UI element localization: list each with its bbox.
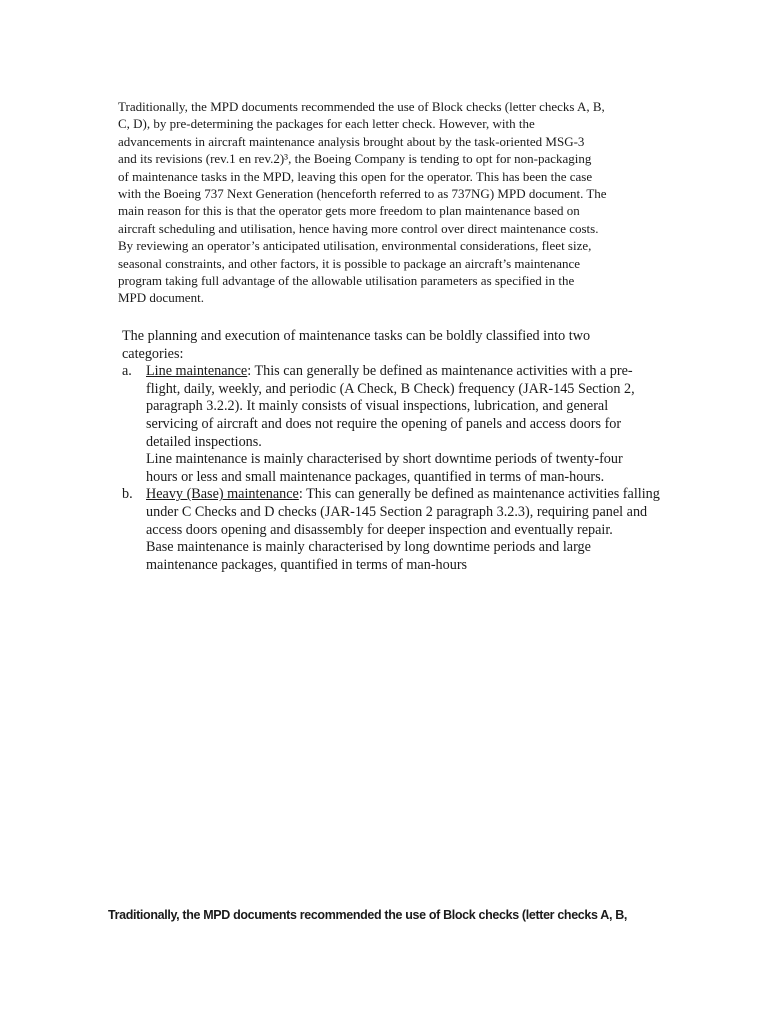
list-item-line: Line maintenance is mainly characterised by short downtime periods of twenty-four (146, 451, 623, 468)
paragraph-line: program taking full advantage of the allowable utilisation parameters as specified in the (118, 273, 575, 289)
list-item-line: paragraph 3.2.2). It mainly consists of visual inspections, lubrication, and general (146, 398, 609, 415)
paragraph-line: advancements in aircraft maintenance analysis brought about by the task-oriented MSG-3 (118, 133, 585, 149)
paragraph-line: with the Boeing 737 Next Generation (henceforth referred to as 737NG) MPD document. The (118, 186, 607, 202)
paragraph-line: and its revisions (rev.1 en rev.2)³, the Boeing Company is tending to opt for non-packaging (118, 151, 592, 167)
term-definition-start: : This can generally be defined as maintenance activities with a pre- (247, 363, 633, 380)
list-item-line: flight, daily, weekly, and periodic (A Check, B Check) frequency (JAR-145 Section 2, (146, 380, 635, 397)
term-definition-start: : This can generally be defined as maintenance activities falling (298, 486, 660, 503)
paragraph-line: By reviewing an operator’s anticipated utilisation, environmental considerations, fleet size, (118, 238, 592, 254)
list-item-heavy-maintenance (122, 486, 702, 574)
paragraph-line: aircraft scheduling and utilisation, hence having more control over direct maintenance costs. (118, 220, 599, 236)
list-item-first-line (146, 486, 702, 504)
term-line-maintenance: Line maintenance (146, 363, 248, 380)
list-item-line: under C Checks and D checks (JAR-145 Section 2 paragraph 3.2.3), requiring panel and (146, 503, 648, 520)
list-item-line: detailed inspections. (146, 433, 262, 450)
maintenance-categories-section (122, 328, 702, 574)
paragraph-line: seasonal constraints, and other factors, it is possible to package an aircraft’s maintenance (118, 255, 581, 271)
list-item-line: access doors opening and disassembly for deeper inspection and eventually repair. (146, 521, 613, 538)
list-item-line: maintenance packages, quantified in terms of man-hours (146, 556, 468, 573)
opening-paragraph (118, 98, 658, 307)
list-item-first-line (146, 363, 702, 381)
list-item-line-maintenance (122, 363, 702, 486)
paragraph-line: Traditionally, the MPD documents recommended the use of Block checks (letter checks A, B, (118, 99, 605, 114)
footer-text-line: Traditionally, the MPD documents recommended the use of Block checks (letter checks A, B, (108, 908, 627, 922)
paragraph-line: of maintenance tasks in the MPD, leaving this open for the operator. This has been the case (118, 168, 593, 184)
paragraph-line: C, D), by pre-determining the packages for each letter check. However, with the (118, 116, 535, 132)
list-item-line: hours or less and small maintenance packages, quantified in terms of man-hours. (146, 468, 605, 485)
term-heavy-maintenance: Heavy (Base) maintenance (146, 486, 299, 503)
intro-line: The planning and execution of maintenance tasks can be boldly classified into two (122, 328, 591, 344)
list-marker: a. (122, 363, 132, 380)
paragraph-line: main reason for this is that the operator gets more freedom to plan maintenance based on (118, 203, 580, 219)
list-marker: b. (122, 486, 133, 503)
list-item-line: Base maintenance is mainly characterised by long downtime periods and large (146, 539, 591, 556)
paragraph-line: MPD document. (118, 290, 204, 306)
intro-line: categories: (122, 345, 184, 362)
list-item-line: servicing of aircraft and does not require the opening of panels and access doors for (146, 415, 622, 432)
